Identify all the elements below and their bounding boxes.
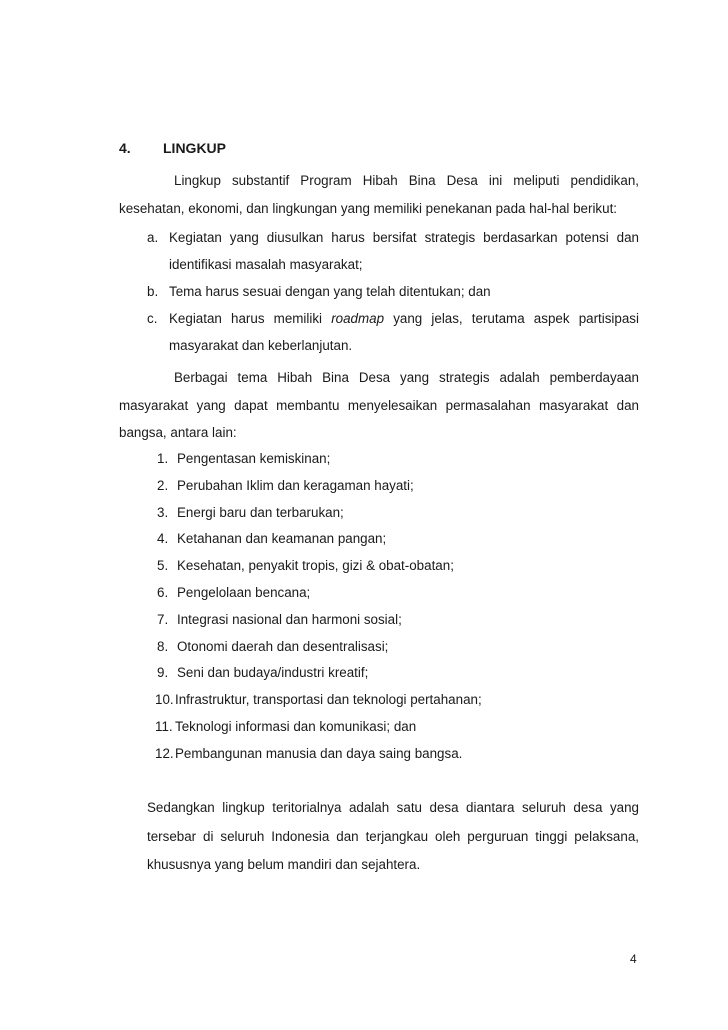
list-item-c-line1 bbox=[169, 310, 639, 328]
theme-text: Otonomi daerah dan desentralisasi; bbox=[177, 638, 389, 654]
section-title: LINGKUP bbox=[163, 140, 226, 156]
para2-line3: bangsa, antara lain: bbox=[119, 425, 237, 440]
theme-number: 8. bbox=[157, 638, 169, 654]
section-number: 4. bbox=[119, 140, 131, 156]
page-number: 4 bbox=[630, 952, 637, 966]
para3-line1: Sedangkan lingkup teritorialnya adalah satu desa diantara seluruh desa yang bbox=[147, 800, 639, 815]
theme-number: 6. bbox=[157, 585, 169, 600]
theme-number: 11. bbox=[155, 719, 173, 734]
theme-item bbox=[155, 745, 462, 763]
theme-number: 4. bbox=[157, 531, 169, 547]
theme-number: 10. bbox=[155, 692, 174, 708]
theme-item bbox=[157, 611, 402, 629]
theme-item bbox=[157, 504, 344, 522]
theme-text: Perubahan Iklim dan keragaman hayati; bbox=[177, 477, 414, 493]
list-item-a-line2: identifikasi masalah masyarakat; bbox=[169, 257, 363, 272]
theme-item bbox=[157, 450, 330, 468]
theme-text: Ketahanan dan keamanan pangan; bbox=[177, 531, 387, 547]
para2-line1: Berbagai tema Hibah Bina Desa yang strategis adalah pemberdayaan bbox=[174, 370, 639, 385]
theme-text: Pembangunan manusia dan daya saing bangsa. bbox=[175, 745, 463, 761]
theme-item bbox=[155, 691, 482, 709]
theme-item bbox=[157, 477, 414, 495]
para2-line2: masyarakat yang dapat membantu menyelesaikan permasalahan masyarakat dan bbox=[119, 398, 639, 413]
theme-text: Energi baru dan terbarukan; bbox=[177, 504, 344, 520]
theme-text: Pengelolaan bencana; bbox=[177, 585, 311, 600]
list-item-a-line1: Kegiatan yang diusulkan harus bersifat strategis berdasarkan potensi dan bbox=[169, 230, 639, 245]
para1-line2: kesehatan, ekonomi, dan lingkungan yang memiliki penekanan pada hal-hal berikut: bbox=[119, 201, 618, 216]
roadmap-term: roadmap bbox=[331, 311, 385, 326]
theme-number: 12. bbox=[155, 745, 174, 761]
theme-number: 3. bbox=[157, 504, 169, 520]
theme-number: 7. bbox=[157, 611, 169, 627]
para3-line2: tersebar di seluruh Indonesia dan terjangkau oleh perguruan tinggi pelaksana, bbox=[147, 829, 639, 844]
list-item-b-line1: Tema harus sesuai dengan yang telah ditentukan; dan bbox=[169, 284, 491, 299]
list-marker-b: b. bbox=[147, 284, 159, 299]
theme-item bbox=[157, 530, 386, 548]
theme-item bbox=[157, 664, 368, 682]
theme-text: Kesehatan, penyakit tropis, gizi & obat-obatan; bbox=[177, 558, 454, 574]
theme-item bbox=[157, 557, 454, 575]
list-item-c-text-before: Kegiatan harus memiliki bbox=[169, 311, 323, 326]
theme-item bbox=[157, 584, 310, 602]
list-marker-a: a. bbox=[147, 230, 159, 245]
theme-number: 2. bbox=[157, 477, 169, 493]
theme-text: Integrasi nasional dan harmoni sosial; bbox=[177, 611, 402, 627]
theme-item bbox=[155, 718, 416, 736]
theme-text: Teknologi informasi dan komunikasi; dan bbox=[175, 719, 417, 734]
list-item-c-line2: masyarakat dan keberlanjutan. bbox=[169, 338, 353, 353]
para3-line3: khususnya yang belum mandiri dan sejahtera. bbox=[147, 857, 421, 872]
para1-line1: Lingkup substantif Program Hibah Bina Desa ini meliputi pendidikan, bbox=[174, 173, 639, 188]
theme-text: Infrastruktur, transportasi dan teknologi pertahanan; bbox=[175, 692, 482, 708]
list-marker-c: c. bbox=[147, 311, 158, 326]
theme-number: 1. bbox=[157, 451, 169, 466]
theme-text: Seni dan budaya/industri kreatif; bbox=[177, 665, 369, 681]
list-item-c-text-after: yang jelas, terutama aspek partisipasi bbox=[393, 311, 639, 326]
theme-text: Pengentasan kemiskinan; bbox=[177, 451, 331, 466]
theme-number: 5. bbox=[157, 558, 169, 574]
theme-item bbox=[157, 638, 388, 656]
theme-number: 9. bbox=[157, 665, 169, 681]
